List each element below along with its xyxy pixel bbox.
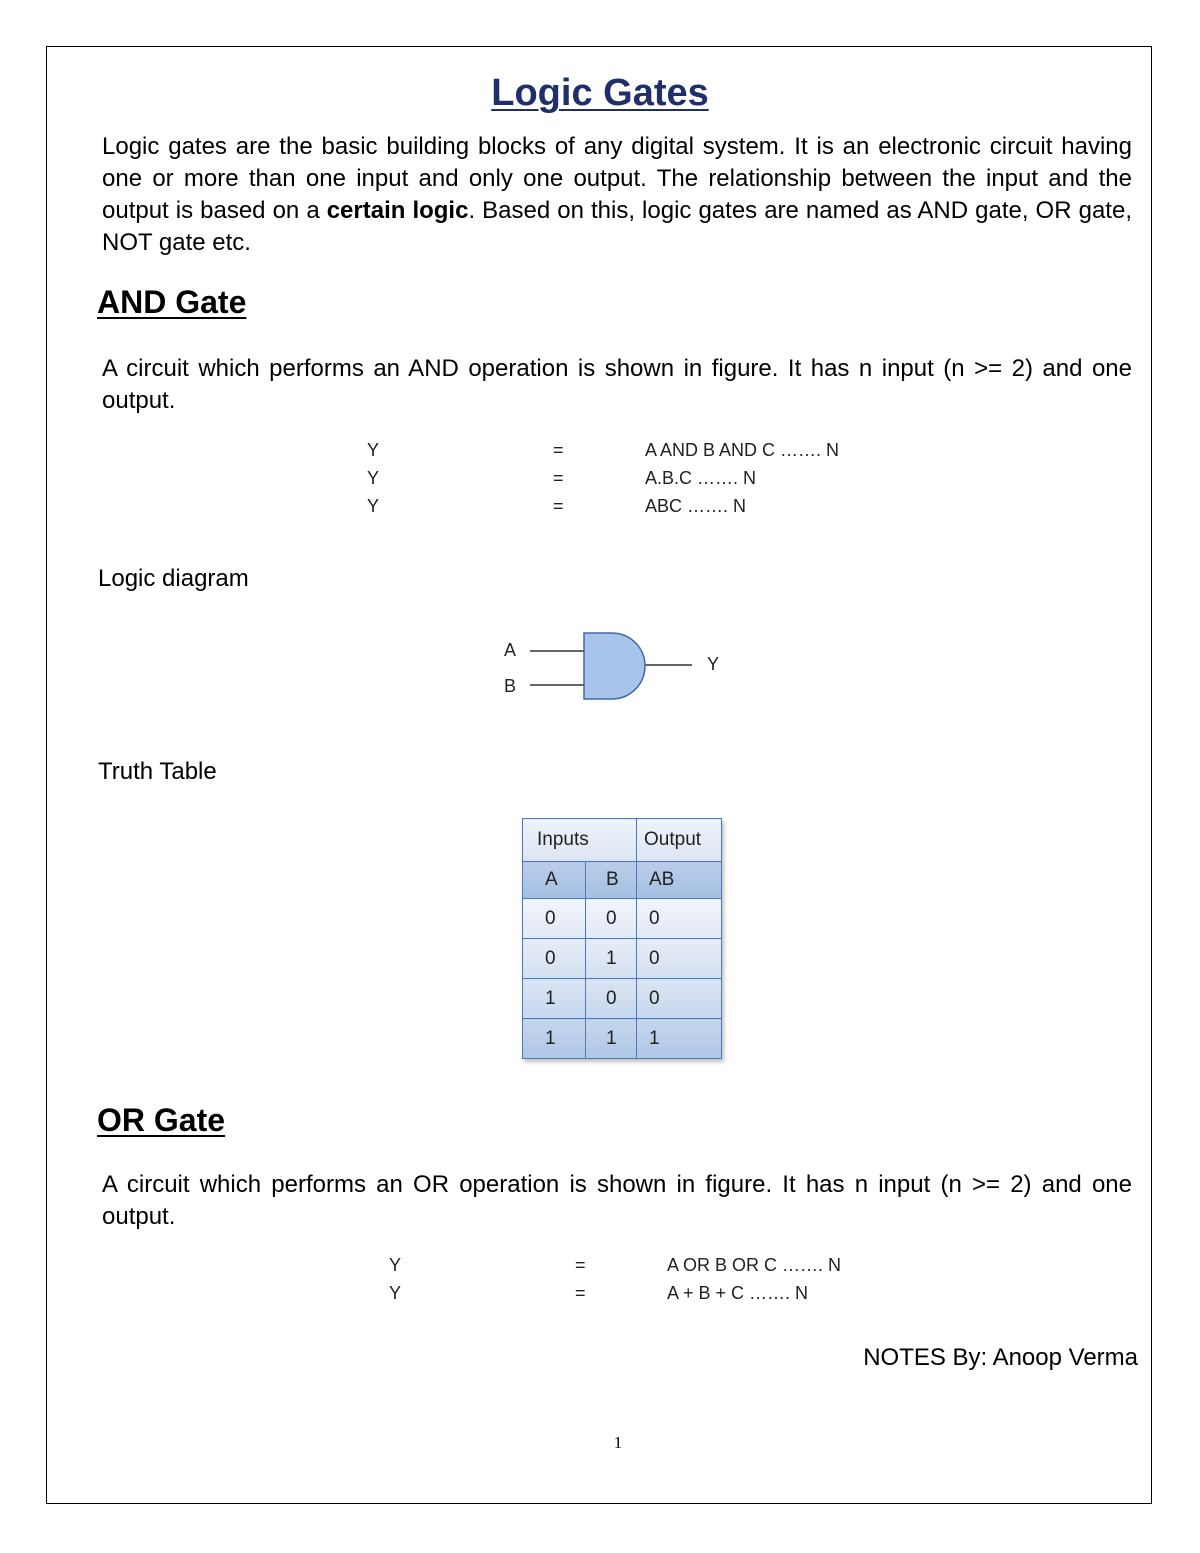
input-b-label: B xyxy=(504,676,517,696)
intro-text-start: Logic gates are the basic building blocks of any digital system. It is an electronic circuit having one or more than one input and only one output. The relationship between the input and the output is based on a xyxy=(102,133,1132,224)
equation-row xyxy=(389,1251,841,1279)
table-cell: 0 xyxy=(523,899,586,939)
column-header-a: A xyxy=(523,862,586,899)
equation-row xyxy=(367,464,839,492)
input-a-label: A xyxy=(504,640,517,660)
equation-lhs: Y xyxy=(367,495,380,516)
and-gate-diagram xyxy=(490,625,740,705)
truth-table-label: Truth Table xyxy=(98,758,217,785)
equation-rhs: ABC ……. N xyxy=(645,495,747,516)
or-equations xyxy=(389,1251,841,1307)
table-cell: 1 xyxy=(523,979,586,1019)
equation-operator: = xyxy=(553,467,564,488)
table-cell: 1 xyxy=(523,1019,586,1059)
table-cell: 0 xyxy=(523,939,586,979)
equation-lhs: Y xyxy=(389,1254,402,1275)
table-row xyxy=(523,899,722,939)
table-cell: 0 xyxy=(637,939,722,979)
table-cell: 0 xyxy=(637,979,722,1019)
equation-lhs: Y xyxy=(367,467,380,488)
equation-lhs: Y xyxy=(389,1282,402,1303)
equation-row xyxy=(367,436,839,464)
truth-table-group-header xyxy=(523,819,722,862)
truth-table-column-header xyxy=(523,862,722,899)
or-gate-heading: OR Gate xyxy=(97,1102,226,1138)
output-header: Output xyxy=(637,819,722,862)
and-gate-heading: AND Gate xyxy=(97,284,247,320)
output-y-label: Y xyxy=(707,654,720,674)
table-cell: 0 xyxy=(586,979,637,1019)
column-header-ab: AB xyxy=(637,862,722,899)
page-title: Logic Gates xyxy=(491,72,709,114)
and-truth-table xyxy=(522,818,722,1059)
page-number: 1 xyxy=(613,1433,623,1452)
table-cell: 1 xyxy=(586,1019,637,1059)
equation-lhs: Y xyxy=(367,439,380,460)
inputs-header: Inputs xyxy=(523,819,637,862)
column-header-b: B xyxy=(586,862,637,899)
table-cell: 0 xyxy=(637,899,722,939)
equation-rhs: A.B.C ……. N xyxy=(645,467,757,488)
table-row xyxy=(523,939,722,979)
equation-rhs: A AND B AND C ……. N xyxy=(645,439,840,460)
intro-text-end: . Based on this, logic gates are named as AND gate, OR gate, NOT gate etc. xyxy=(102,197,1132,256)
table-row xyxy=(523,979,722,1019)
intro-paragraph xyxy=(102,131,1132,259)
or-gate-description: A circuit which performs an OR operation is shown in figure. It has n input (n >= 2) and one output. xyxy=(102,1171,1132,1230)
equation-operator: = xyxy=(553,439,564,460)
equation-row xyxy=(367,492,839,520)
author-signature: NOTES By: Anoop Verma xyxy=(863,1344,1138,1371)
logic-diagram-label: Logic diagram xyxy=(98,565,249,592)
table-cell: 1 xyxy=(586,939,637,979)
and-equations xyxy=(367,436,839,520)
equation-row xyxy=(389,1279,841,1307)
table-cell: 1 xyxy=(637,1019,722,1059)
equation-operator: = xyxy=(553,495,564,516)
and-gate-description: A circuit which performs an AND operation is shown in figure. It has n input (n >= 2) and one output. xyxy=(102,355,1132,414)
table-cell: 0 xyxy=(586,899,637,939)
table-row xyxy=(523,1019,722,1059)
intro-bold-text: certain logic xyxy=(326,197,469,224)
equation-rhs: A OR B OR C ……. N xyxy=(667,1254,842,1275)
equation-operator: = xyxy=(575,1282,586,1303)
equation-rhs: A + B + C ……. N xyxy=(667,1282,809,1303)
and-gate-symbol xyxy=(584,633,645,699)
equation-operator: = xyxy=(575,1254,586,1275)
